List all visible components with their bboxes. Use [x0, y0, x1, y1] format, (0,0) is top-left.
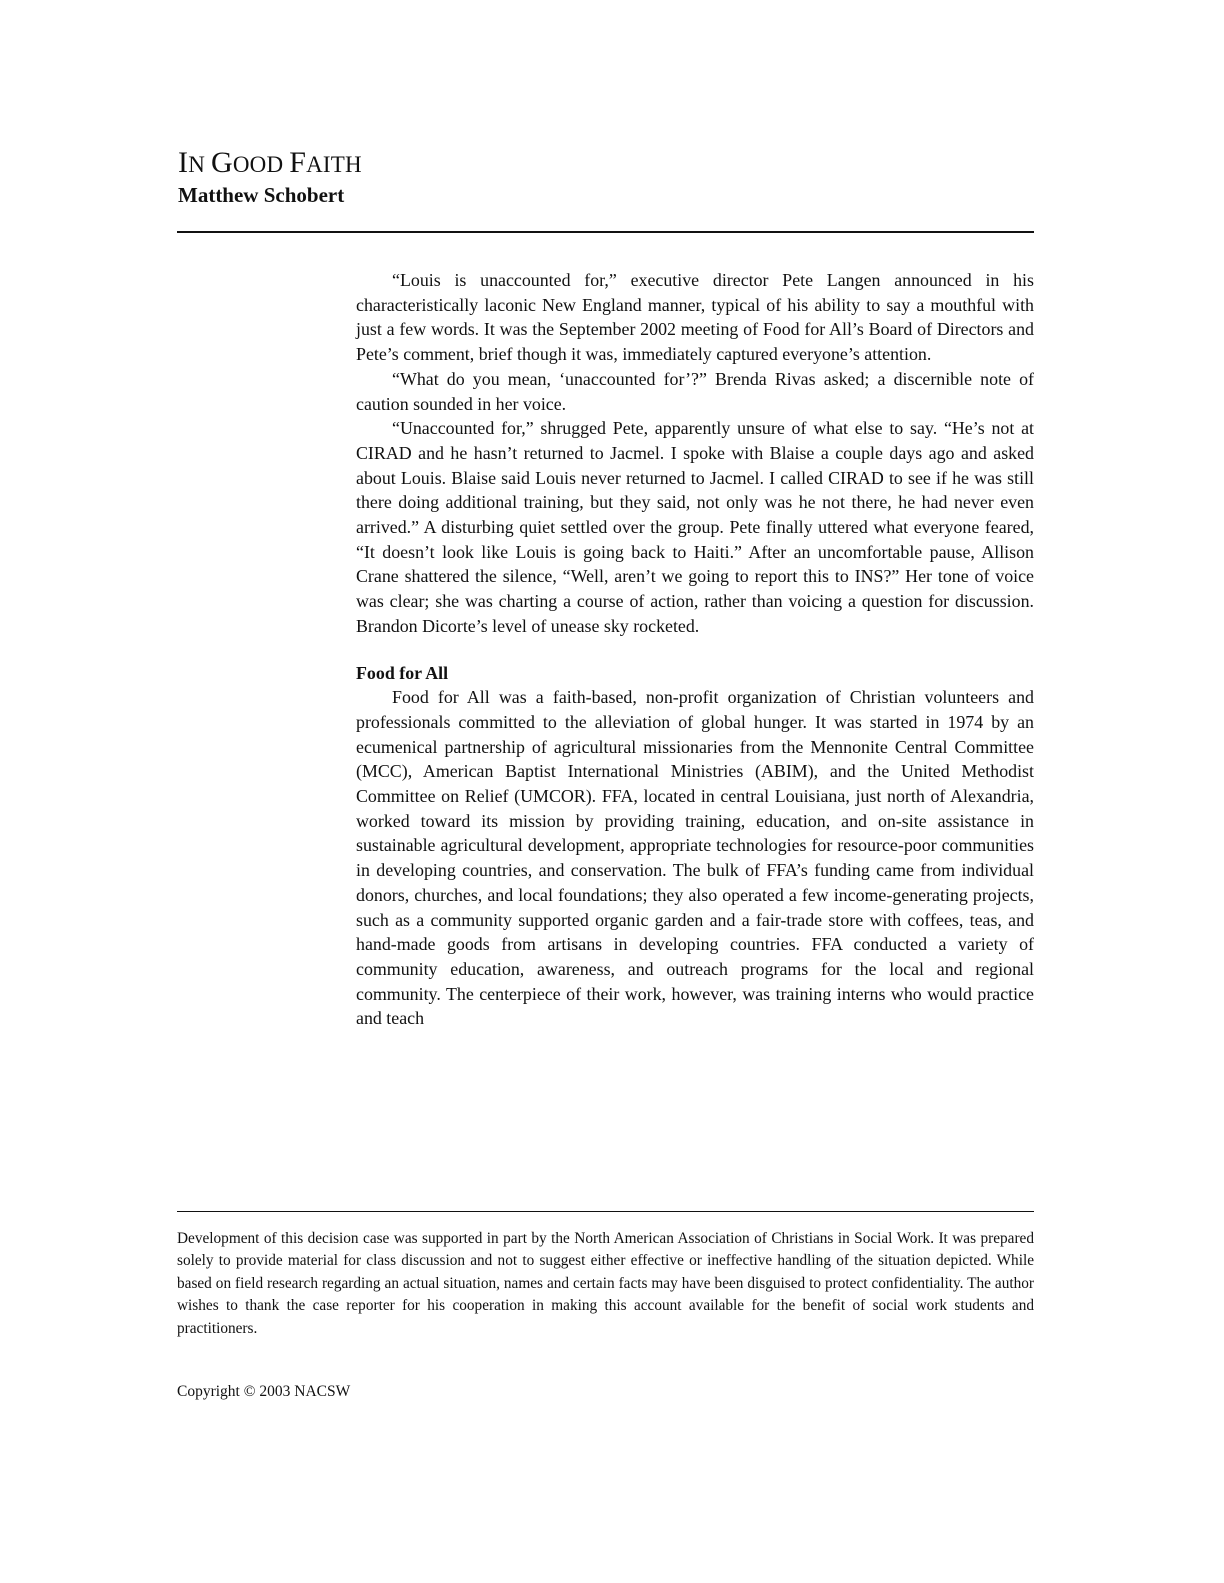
- title-smallcaps-1: N: [188, 152, 211, 177]
- title-initial-2: G: [210, 146, 233, 179]
- body-paragraph: “Louis is unaccounted for,” executive director Pete Langen announced in his characteristically laconic New England manner, typical of his ability to say a mouthful with just a few words. It was the September 2002 meeting of Food for All’s Board of Directors and Pete’s comment, brief though it was, immediately captured everyone’s attention.: [356, 270, 1034, 365]
- section-heading: Food for All: [356, 662, 449, 683]
- body-text: [356, 268, 1034, 1031]
- header-divider: [177, 231, 1034, 233]
- title-initial-3: F: [289, 146, 307, 179]
- title-smallcaps-2: OOD: [232, 152, 290, 177]
- body-paragraph: “Unaccounted for,” shrugged Pete, apparently unsure of what else to say. “He’s not at CIRAD and he hasn’t returned to Jacmel. I spoke with Blaise a couple days ago and asked about Louis. Blaise said Louis never returned to Jacmel. I called CIRAD to see if he was still there doing additional training, but they said, not only was he not there, he had never even arrived.” A disturbing quiet settled over the group. Pete finally uttered what everyone feared, “It doesn’t look like Louis is going back to Haiti.” After an uncomfortable pause, Allison Crane shattered the silence, “Well, aren’t we going to report this to INS?” Her tone of voice was clear; she was charting a course of action, rather than voicing a question for discussion. Brandon Dicorte’s level of unease sky rocketed.: [356, 418, 1034, 636]
- title-smallcaps-3: AITH: [306, 152, 362, 177]
- body-paragraph: Food for All was a faith-based, non-profit organization of Christian volunteers and professionals committed to the alleviation of global hunger. It was started in 1974 by an ecumenical partnership of agricultural missionaries from the Mennonite Central Committee (MCC), American Baptist International Ministries (ABIM), and the United Methodist Committee on Relief (UMCOR). FFA, located in central Louisiana, just north of Alexandria, worked toward its mission by providing training, education, and on-site assistance in sustainable agricultural development, appropriate technologies for resource-poor communities in developing countries, and conservation. The bulk of FFA’s funding came from individual donors, churches, and local foundations; they also operated a few income-generating projects, such as a community supported organic garden and a fair-trade store with coffees, teas, and hand-made goods from artisans in developing countries. FFA conducted a variety of community education, awareness, and outreach programs for the local and regional community. The centerpiece of their work, however, was training interns who would practice and teach: [356, 687, 1034, 1029]
- title-initial-1: I: [178, 146, 189, 179]
- document-title: [178, 146, 362, 180]
- copyright-notice: Copyright © 2003 NACSW: [177, 1383, 351, 1400]
- footnote-divider: [177, 1211, 1034, 1212]
- footnote: Development of this decision case was supported in part by the North American Association of Christians in Social Work. It was prepared solely to provide material for class discussion and not to suggest either effective or ineffective handling of the situation depicted. While based on field research regarding an actual situation, names and certain facts may have been disguised to protect confidentiality. The author wishes to thank the case reporter for his cooperation in making this account available for the benefit of social work students and practitioners.: [177, 1230, 1034, 1337]
- body-paragraph: “What do you mean, ‘unaccounted for’?” Brenda Rivas asked; a discernible note of caution sounded in her voice.: [356, 368, 1034, 414]
- author-name: Matthew Schobert: [178, 183, 345, 207]
